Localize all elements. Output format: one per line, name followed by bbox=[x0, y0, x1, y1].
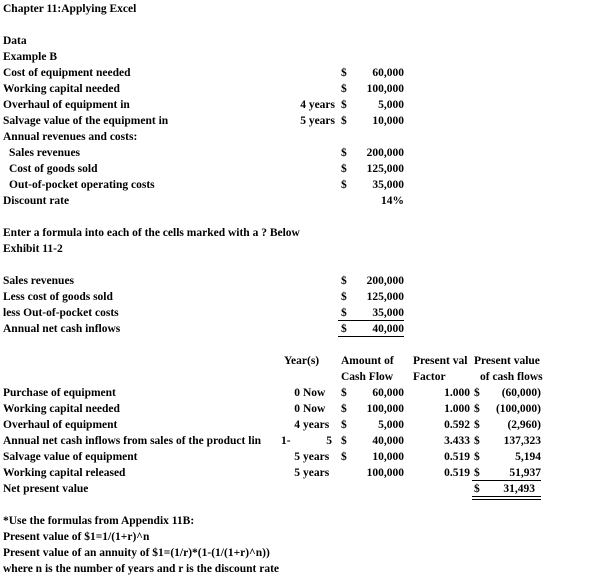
exhibit-row-value[interactable]: 35,000 bbox=[372, 307, 404, 319]
npv-row-factor[interactable]: 0.519 bbox=[444, 467, 470, 479]
npv-row-label[interactable]: Working capital released bbox=[3, 467, 126, 479]
dollar-sign: $ bbox=[341, 435, 347, 447]
dollar-sign: $ bbox=[341, 307, 347, 319]
npv-total-label[interactable]: Net present value bbox=[3, 483, 89, 495]
npv-row-amount[interactable]: 100,000 bbox=[366, 467, 404, 479]
col-header-amount: Amount of bbox=[341, 355, 394, 367]
npv-row-label[interactable]: Annual net cash inflows from sales of the product lin bbox=[3, 435, 262, 447]
data-section-label: Data bbox=[3, 35, 27, 47]
exhibit-row-value[interactable]: 200,000 bbox=[366, 275, 404, 287]
npv-row-amount[interactable]: 5,000 bbox=[378, 419, 404, 431]
npv-row-amount[interactable]: 10,000 bbox=[372, 451, 404, 463]
input-label[interactable]: Overhaul of equipment in bbox=[3, 99, 130, 111]
col-header-years: Year(s) bbox=[284, 355, 320, 367]
npv-row-year[interactable]: 1- bbox=[281, 435, 291, 447]
annual-item-label[interactable]: Cost of goods sold bbox=[9, 163, 98, 175]
npv-row-pv[interactable]: (60,000) bbox=[501, 387, 541, 399]
npv-row-amount[interactable]: 40,000 bbox=[372, 435, 404, 447]
dollar-sign: $ bbox=[341, 147, 347, 159]
exhibit-row-value[interactable]: 125,000 bbox=[366, 291, 404, 303]
annual-item-label[interactable]: Out-of-pocket operating costs bbox=[9, 179, 155, 191]
npv-row-label[interactable]: Purchase of equipment bbox=[3, 387, 116, 399]
total-rule bbox=[338, 336, 404, 337]
exhibit-row-label[interactable]: less Out-of-pocket costs bbox=[3, 307, 119, 319]
dollar-sign: $ bbox=[341, 67, 347, 79]
annual-item-value[interactable]: 125,000 bbox=[366, 163, 404, 175]
input-value[interactable]: 10,000 bbox=[372, 115, 404, 127]
npv-row-year[interactable]: 0 bbox=[294, 387, 300, 399]
npv-row-year-to[interactable]: 5 bbox=[326, 435, 332, 447]
npv-row-year-unit: years bbox=[303, 419, 330, 431]
npv-row-label[interactable]: Overhaul of equipment bbox=[3, 419, 118, 431]
dollar-sign: $ bbox=[341, 323, 347, 335]
npv-row-year-unit: Now bbox=[303, 387, 326, 399]
dollar-sign: $ bbox=[474, 403, 480, 415]
npv-row-label[interactable]: Salvage value of equipment bbox=[3, 451, 138, 463]
npv-row-factor[interactable]: 0.592 bbox=[444, 419, 470, 431]
exhibit-row-value[interactable]: 40,000 bbox=[372, 323, 404, 335]
annual-item-value[interactable]: 200,000 bbox=[366, 147, 404, 159]
annual-item-value[interactable]: 35,000 bbox=[372, 179, 404, 191]
npv-total-value[interactable]: 31,493 bbox=[503, 483, 535, 495]
npv-row-factor[interactable]: 0.519 bbox=[444, 451, 470, 463]
dollar-sign: $ bbox=[474, 451, 480, 463]
col-header-amount-2: Cash Flow bbox=[341, 371, 394, 383]
dollar-sign: $ bbox=[474, 435, 480, 447]
example-label: Example B bbox=[3, 51, 57, 63]
dollar-sign: $ bbox=[341, 99, 347, 111]
npv-row-year[interactable]: 0 bbox=[294, 403, 300, 415]
npv-row-year[interactable]: 5 bbox=[294, 451, 300, 463]
input-label[interactable]: Salvage value of the equipment in bbox=[3, 115, 169, 127]
note-line: *Use the formulas from Appendix 11B: bbox=[3, 515, 195, 527]
dollar-sign: $ bbox=[341, 275, 347, 287]
col-header-pv-factor: Present val bbox=[413, 355, 468, 367]
dollar-sign: $ bbox=[341, 291, 347, 303]
npv-row-year-unit: years bbox=[303, 467, 330, 479]
npv-row-year-unit: years bbox=[303, 451, 330, 463]
dollar-sign: $ bbox=[341, 163, 347, 175]
col-header-pv-cash-flows: Present value bbox=[474, 355, 540, 367]
input-years[interactable]: 5 years bbox=[300, 115, 335, 127]
dollar-sign: $ bbox=[341, 83, 347, 95]
input-value[interactable]: 100,000 bbox=[366, 83, 404, 95]
dollar-sign: $ bbox=[341, 403, 347, 415]
subtotal-rule bbox=[472, 480, 541, 481]
npv-row-pv[interactable]: (100,000) bbox=[495, 403, 541, 415]
note-line: Present value of an annuity of $1=(1/r)*(1-(1/(1+r)^n)) bbox=[3, 547, 270, 559]
col-header-pv-cash-flows-2: of cash flows bbox=[480, 371, 543, 383]
exhibit-row-label[interactable]: Less cost of goods sold bbox=[3, 291, 113, 303]
dollar-sign: $ bbox=[341, 387, 347, 399]
npv-row-amount[interactable]: 100,000 bbox=[366, 403, 404, 415]
npv-row-label[interactable]: Working capital needed bbox=[3, 403, 120, 415]
npv-row-factor[interactable]: 1.000 bbox=[444, 387, 470, 399]
dollar-sign: $ bbox=[474, 387, 480, 399]
sheet-title: Chapter 11:Applying Excel bbox=[3, 3, 137, 15]
npv-row-pv[interactable]: 137,323 bbox=[503, 435, 541, 447]
input-value[interactable]: 5,000 bbox=[378, 99, 404, 111]
subtotal-rule bbox=[338, 320, 404, 321]
col-header-pv-factor-2: Factor bbox=[413, 371, 446, 383]
input-label[interactable]: Cost of equipment needed bbox=[3, 67, 131, 79]
npv-row-year-unit: Now bbox=[303, 403, 326, 415]
instruction-text: Enter a formula into each of the cells marked with a ? Below bbox=[3, 227, 300, 239]
annual-item-label[interactable]: Sales revenues bbox=[9, 147, 81, 159]
dollar-sign: $ bbox=[341, 179, 347, 191]
annual-header: Annual revenues and costs: bbox=[3, 131, 138, 143]
input-label[interactable]: Working capital needed bbox=[3, 83, 120, 95]
npv-row-pv[interactable]: 5,194 bbox=[515, 451, 541, 463]
npv-row-amount[interactable]: 60,000 bbox=[372, 387, 404, 399]
npv-row-pv[interactable]: (2,960) bbox=[507, 419, 541, 431]
exhibit-row-label[interactable]: Annual net cash inflows bbox=[3, 323, 121, 335]
exhibit-label: Exhibit 11-2 bbox=[3, 243, 63, 255]
dollar-sign: $ bbox=[341, 451, 347, 463]
dollar-sign: $ bbox=[474, 419, 480, 431]
input-years[interactable]: 4 years bbox=[300, 99, 335, 111]
discount-rate-label[interactable]: Discount rate bbox=[3, 195, 70, 207]
note-line: Present value of $1=1/(1+r)^n bbox=[3, 531, 150, 543]
npv-row-factor[interactable]: 3.433 bbox=[444, 435, 470, 447]
npv-row-pv[interactable]: 51,937 bbox=[509, 467, 541, 479]
dollar-sign: $ bbox=[341, 115, 347, 127]
dollar-sign: $ bbox=[474, 483, 480, 495]
exhibit-row-label[interactable]: Sales revenues bbox=[3, 275, 75, 287]
npv-row-year[interactable]: 5 bbox=[294, 467, 300, 479]
discount-rate-value[interactable]: 14% bbox=[381, 195, 404, 207]
dollar-sign: $ bbox=[474, 467, 480, 479]
note-line: where n is the number of years and r is the discount rate bbox=[3, 563, 279, 575]
dollar-sign: $ bbox=[341, 419, 347, 431]
input-value[interactable]: 60,000 bbox=[372, 67, 404, 79]
npv-row-factor[interactable]: 1.000 bbox=[444, 403, 470, 415]
npv-row-year[interactable]: 4 bbox=[294, 419, 300, 431]
double-underline bbox=[472, 496, 541, 500]
